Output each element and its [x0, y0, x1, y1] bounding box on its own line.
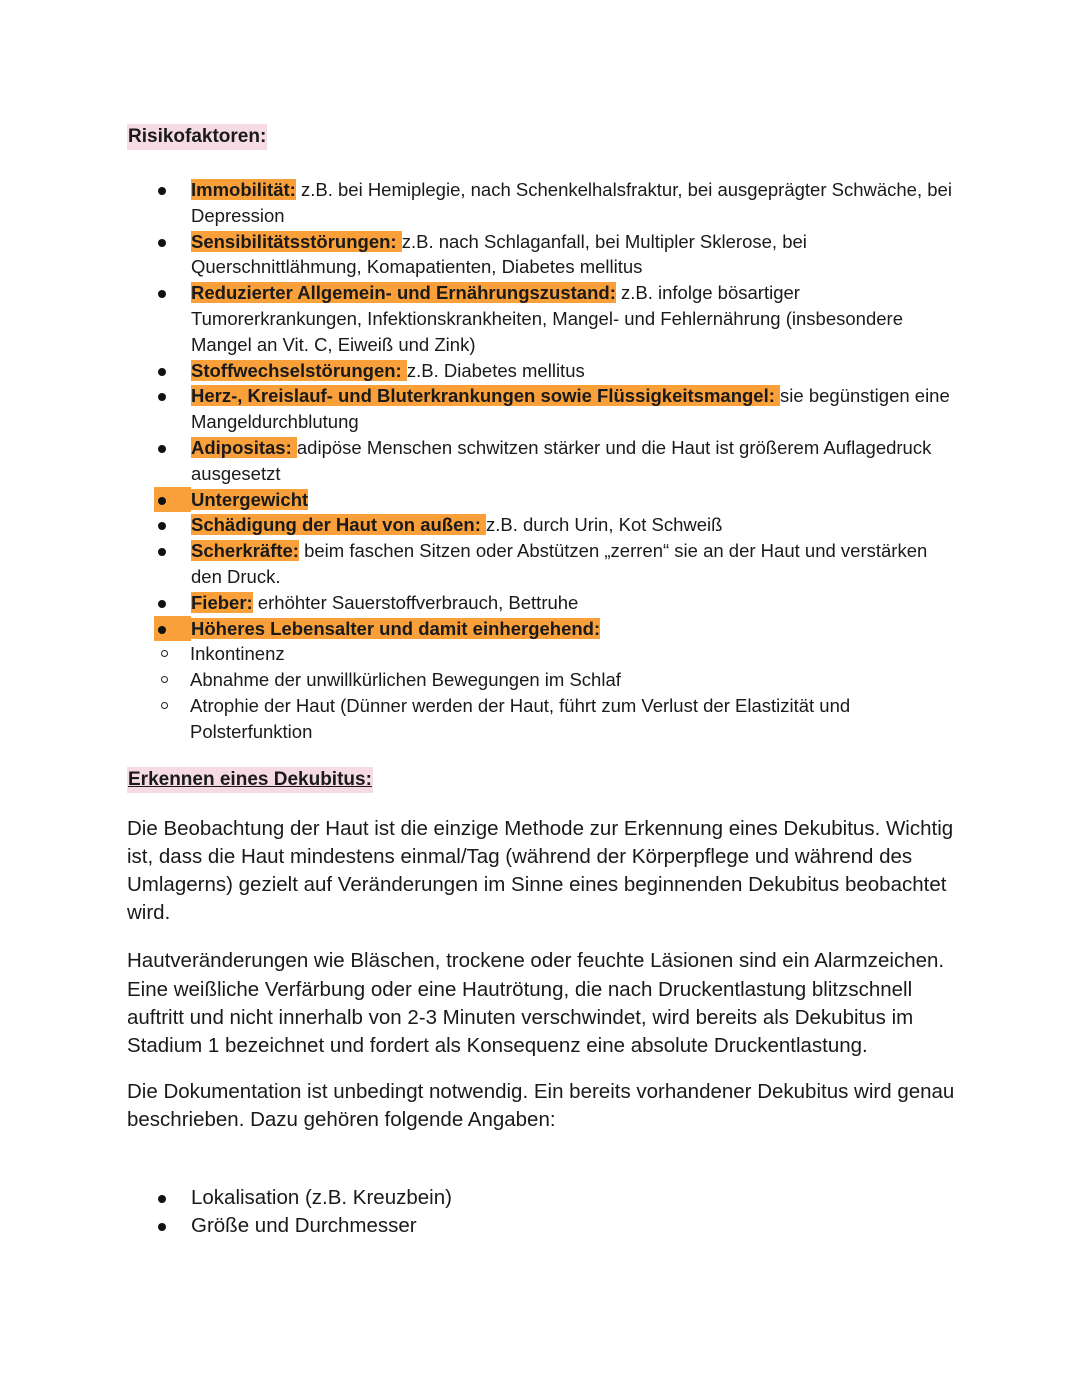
list-item	[127, 616, 957, 642]
risk-label: Scherkräfte:	[191, 540, 299, 562]
bullet-icon	[158, 1195, 166, 1203]
risk-label: Adipositas:	[191, 436, 297, 458]
list-item	[127, 383, 957, 435]
recognition-paragraph-1: Die Beobachtung der Haut ist die einzige Methode zur Erkennung eines Dekubitus. Wichtig ist, dass die Haut mindestens einmal/Tag (während der Körperpflege und während des Umlagerns) gezielt auf Veränderungen im Sinne eines beginnenden Dekubitus beobachtet wird.	[127, 816, 954, 925]
risk-text: z.B. nach Schlaganfall, bei Multipler Sklerose, bei Querschnittlähmung, Komapatienten, Diabetes mellitus	[191, 230, 807, 278]
bullet-icon	[158, 522, 166, 530]
doc-item-text: Lokalisation (z.B. Kreuzbein)	[191, 1185, 452, 1209]
risk-factor-list	[127, 177, 957, 641]
risk-label: Schädigung der Haut von außen:	[191, 514, 486, 536]
bullet-icon	[158, 393, 166, 401]
list-item	[127, 1212, 957, 1240]
list-item	[127, 487, 957, 513]
bullet-icon	[158, 290, 166, 298]
risk-text: beim faschen Sitzen oder Abstützen „zerren“ sie an der Haut und verstärken den Druck.	[191, 540, 928, 587]
list-item	[127, 590, 957, 616]
sub-item-text: Inkontinenz	[190, 643, 285, 665]
list-item	[127, 538, 957, 590]
risk-label: Untergewicht	[191, 488, 309, 510]
risk-label: Reduzierter Allgemein- und Ernährungszustand:	[191, 282, 616, 304]
sub-list-item	[127, 641, 957, 667]
risk-text: erhöhter Sauerstoffverbrauch, Bettruhe	[252, 591, 579, 613]
list-item	[127, 177, 957, 229]
risk-label: Herz-, Kreislauf- und Bluterkrankungen sowie Flüssigkeitsmangel:	[191, 385, 781, 407]
recognition-heading: Erkennen eines Dekubitus:	[127, 767, 373, 793]
risk-heading: Risikofaktoren:	[127, 124, 267, 150]
sub-list-item	[127, 693, 957, 745]
doc-item-text: Größe und Durchmesser	[191, 1213, 417, 1237]
age-sublist	[127, 641, 957, 744]
list-item	[127, 512, 957, 538]
risk-label: Fieber:	[191, 591, 253, 613]
list-item	[127, 358, 957, 384]
bullet-icon	[158, 497, 166, 505]
bullet-icon	[158, 445, 166, 453]
risk-text: z.B. Diabetes mellitus	[406, 359, 585, 381]
risk-text: z.B. durch Urin, Kot Schweiß	[486, 514, 723, 536]
risk-text: z.B. bei Hemiplegie, nach Schenkelhalsfraktur, bei ausgeprägter Schwäche, bei Depression	[191, 179, 952, 226]
list-item	[127, 435, 957, 487]
documentation-paragraph: Die Dokumentation ist unbedingt notwendig. Ein bereits vorhandener Dekubitus wird genau beschrieben. Dazu gehören folgende Angaben:	[127, 1080, 955, 1132]
recognition-paragraph-2: Hautveränderungen wie Bläschen, trockene oder feuchte Läsionen sind ein Alarmzeichen. Eine weißliche Verfärbung oder eine Hautrötung, die nach Druckentlastung blitzschnell auftritt und nicht innerhalb von 2-3 Minuten verschwindet, wird bereits als Dekubitus im Stadium 1 bezeichnet und fordert als Konsequenz eine absolute Druckentlastung.	[127, 949, 945, 1057]
risk-label: Höheres Lebensalter und damit einhergehend:	[191, 617, 601, 639]
documentation-list	[127, 1184, 957, 1240]
risk-label: Stoffwechselstörungen:	[191, 359, 407, 381]
bullet-icon	[158, 239, 166, 247]
list-item	[127, 280, 957, 357]
sub-list-item	[127, 667, 957, 693]
list-item	[127, 1184, 957, 1212]
bullet-icon	[158, 600, 166, 608]
circle-bullet-icon	[161, 702, 168, 709]
sub-item-text: Atrophie der Haut (Dünner werden der Haut, führt zum Verlust der Elastizität und Polsterfunktion	[190, 694, 851, 742]
bullet-icon	[158, 368, 166, 376]
circle-bullet-icon	[161, 650, 168, 657]
sub-item-text: Abnahme der unwillkürlichen Bewegungen im Schlaf	[190, 669, 621, 691]
bullet-icon	[158, 187, 166, 195]
risk-label: Immobilität:	[191, 179, 296, 200]
list-item	[127, 229, 957, 281]
bullet-icon	[158, 548, 166, 556]
risk-text: sie begünstigen eine Mangeldurchblutung	[191, 385, 950, 433]
circle-bullet-icon	[161, 676, 168, 683]
bullet-icon	[158, 1223, 166, 1231]
document-page	[127, 124, 957, 1240]
bullet-icon	[158, 626, 166, 634]
risk-label: Sensibilitätsstörungen:	[191, 230, 402, 252]
risk-text: z.B. infolge bösartiger Tumorerkrankungen, Infektionskrankheiten, Mangel- und Fehlernährung (insbesondere Mangel an Vit. C, Eiweiß und Zink)	[191, 282, 903, 355]
risk-text: adipöse Menschen schwitzen stärker und die Haut ist größerem Auflagedruck ausgesetzt	[191, 436, 932, 484]
